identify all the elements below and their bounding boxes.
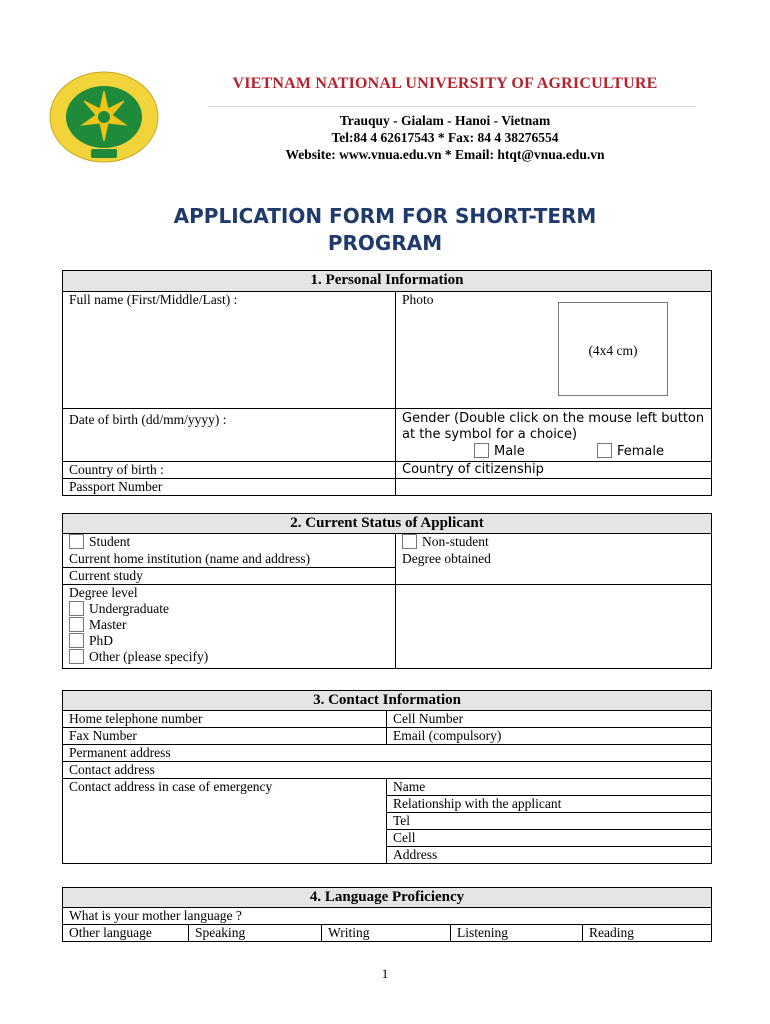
current-study-label: Current study xyxy=(69,568,143,583)
gender-label: Gender (Double click on the mouse left button at the symbol for a choice) xyxy=(402,411,705,442)
master-checkbox[interactable] xyxy=(69,617,84,632)
degree-level-empty-cell xyxy=(396,585,712,669)
passport-label: Passport Number xyxy=(69,479,163,494)
emergency-tel-label: Tel xyxy=(393,813,411,828)
degree-obtained-field[interactable] xyxy=(396,551,712,585)
level-option[interactable] xyxy=(69,649,389,665)
emergency-name-field[interactable] xyxy=(387,779,712,796)
emergency-tel-field[interactable] xyxy=(387,813,712,830)
email-label: Email (compulsory) xyxy=(393,728,502,743)
cell-number-label: Cell Number xyxy=(393,711,464,726)
passport-field[interactable] xyxy=(63,479,396,496)
home-phone-field[interactable] xyxy=(63,711,387,728)
student-checkbox[interactable] xyxy=(69,534,84,549)
country-of-birth-field[interactable] xyxy=(63,462,396,479)
photo-label: Photo xyxy=(402,292,434,307)
current-study-field[interactable] xyxy=(63,568,396,585)
emergency-cell-field[interactable] xyxy=(387,830,712,847)
photo-cell xyxy=(396,292,712,409)
dob-label: Date of birth (dd/mm/yyyy) : xyxy=(69,412,227,427)
header-divider xyxy=(208,106,696,107)
full-name-field[interactable] xyxy=(63,292,396,409)
permanent-address-field[interactable] xyxy=(63,745,712,762)
emergency-name-label: Name xyxy=(393,779,426,794)
section-heading: 4. Language Proficiency xyxy=(63,888,712,908)
non-student-label: Non-student xyxy=(422,534,489,549)
fax-field[interactable] xyxy=(63,728,387,745)
emergency-cell-label: Cell xyxy=(393,830,416,845)
undergraduate-checkbox[interactable] xyxy=(69,601,84,616)
university-name: VIETNAM NATIONAL UNIVERSITY OF AGRICULTURE xyxy=(232,75,658,92)
male-label: Male xyxy=(494,444,525,459)
non-student-option[interactable] xyxy=(396,534,712,551)
section-heading: 2. Current Status of Applicant xyxy=(63,514,712,534)
emergency-address-label: Address xyxy=(393,847,438,862)
home-institution-field[interactable] xyxy=(63,551,396,568)
emergency-relationship-field[interactable] xyxy=(387,796,712,813)
form-title-line2: PROGRAM xyxy=(327,231,443,255)
permanent-address-label: Permanent address xyxy=(69,745,171,760)
language-proficiency-table xyxy=(62,887,712,942)
other-checkbox[interactable] xyxy=(69,649,84,664)
level-label: Undergraduate xyxy=(89,601,169,616)
university-tel-fax: Tel:84 4 62617543 * Fax: 84 4 38276554 xyxy=(331,130,559,145)
degree-level-cell xyxy=(63,585,396,669)
contact-address-label: Contact address xyxy=(69,762,155,777)
writing-header: Writing xyxy=(322,925,451,942)
university-web-email: Website: www.vnua.edu.vn * Email: htqt@vnua.edu.vn xyxy=(285,147,605,162)
reading-header: Reading xyxy=(583,925,712,942)
degree-obtained-label: Degree obtained xyxy=(402,550,491,566)
level-label: Master xyxy=(89,617,127,632)
page-number: 1 xyxy=(381,966,389,981)
level-label: Other (please specify) xyxy=(89,649,209,664)
emergency-contact-label: Contact address in case of emergency xyxy=(69,779,273,794)
citizenship-label: Country of citizenship xyxy=(402,462,544,477)
male-checkbox[interactable] xyxy=(474,443,489,458)
section-heading: 1. Personal Information xyxy=(63,271,712,292)
female-checkbox[interactable] xyxy=(597,443,612,458)
fax-label: Fax Number xyxy=(69,728,137,743)
cell-number-field[interactable] xyxy=(387,711,712,728)
level-option[interactable] xyxy=(69,601,389,617)
contact-information-table xyxy=(62,690,712,864)
level-option[interactable] xyxy=(69,617,389,633)
emergency-relationship-label: Relationship with the applicant xyxy=(393,796,562,811)
student-label: Student xyxy=(89,534,131,549)
photo-size: (4x4 cm) xyxy=(588,343,638,358)
mother-language-label: What is your mother language ? xyxy=(69,908,242,923)
degree-level-label: Degree level xyxy=(69,585,138,600)
mother-language-field[interactable] xyxy=(63,908,712,925)
level-option[interactable] xyxy=(69,633,389,649)
home-phone-label: Home telephone number xyxy=(69,711,203,726)
gender-cell xyxy=(396,409,712,462)
speaking-header: Speaking xyxy=(189,925,322,942)
listening-header: Listening xyxy=(451,925,583,942)
university-logo xyxy=(48,71,160,163)
country-of-birth-label: Country of birth : xyxy=(69,462,164,477)
section-heading: 3. Contact Information xyxy=(63,691,712,711)
contact-address-field[interactable] xyxy=(63,762,712,779)
email-field[interactable] xyxy=(387,728,712,745)
home-institution-label: Current home institution (name and address) xyxy=(69,550,311,566)
photo-box[interactable] xyxy=(558,302,668,396)
applicant-status-table xyxy=(62,513,712,669)
phd-checkbox[interactable] xyxy=(69,633,84,648)
personal-information-table xyxy=(62,270,712,496)
dob-field[interactable] xyxy=(63,409,396,462)
form-title-line1: APPLICATION FORM FOR SHORT-TERM xyxy=(173,204,597,228)
female-label: Female xyxy=(616,444,664,459)
level-label: PhD xyxy=(89,633,114,648)
full-name-label: Full name (First/Middle/Last) : xyxy=(69,292,238,307)
emergency-address-field[interactable] xyxy=(387,847,712,864)
passport-empty-cell xyxy=(396,479,712,496)
citizenship-field[interactable] xyxy=(396,462,712,479)
other-language-header: Other language xyxy=(63,925,189,942)
student-option[interactable] xyxy=(63,534,396,551)
emergency-contact-cell xyxy=(63,779,387,864)
non-student-checkbox[interactable] xyxy=(402,534,417,549)
university-address: Trauquy - Gialam - Hanoi - Vietnam xyxy=(339,113,551,128)
